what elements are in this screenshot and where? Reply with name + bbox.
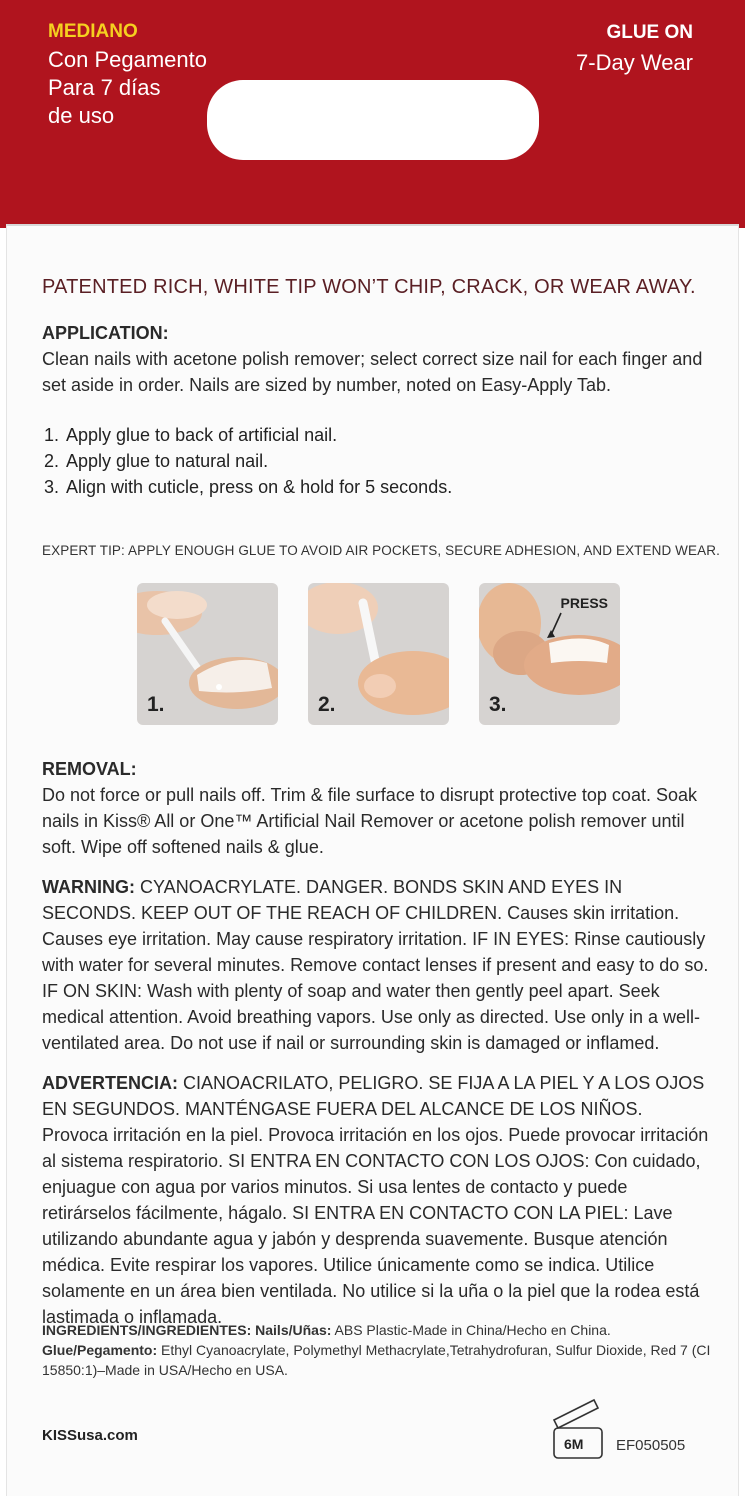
ingredients-title: INGREDIENTS/INGREDIENTES: [42,1322,252,1338]
step-item [44,422,452,448]
warning-text: CYANOACRYLATE. DANGER. BONDS SKIN AND EYES IN SECONDS. KEEP OUT OF THE REACH OF CHILDREN. Causes skin irritation. Causes eye irritation. May cause respiratory irritation. IF IN EYES: Rinse cautiously with water for several minutes. Remove contact lenses if present and easy to do so. IF ON SKIN: Wash with plenty of soap and water then gently peel apart. Seek medical attention. Avoid breathing vapors. Use only as directed. Use only in a well-ventilated area. Do not use if nail or surrounding skin is damaged or inflamed. [42,877,709,1053]
spanish-line-3: de uso [48,103,115,128]
step-item [44,474,452,500]
product-code: EF050505 [616,1437,686,1454]
wear-label: 7-Day Wear [576,50,693,75]
step-text: Align with cuticle, press on & hold for 5 seconds. [66,477,453,497]
press-label: PRESS [560,595,608,611]
hang-hole [207,80,539,160]
illustration-panel-3 [479,583,620,725]
advertencia-section [42,1070,712,1330]
advertencia-text: CIANOACRILATO, PELIGRO. SE FIJA A LA PIEL Y A LOS OJOS EN SEGUNDOS. MANTÉNGASE FUERA DEL ALCANCE DE LOS NIÑOS. Provoca irritación en la piel. Provoca irritación en los ojos. Puede provocar irritación al sistema respiratorio. SI ENTRA EN CONTACTO CON LOS OJOS: Con cuidado, enjuague con agua por varios minutos. Si usa lentes de contacto y puede retirárselos fácilmente, hágalo. SI ENTRA EN CONTACTO CON LA PIEL: Lave utilizando abundante agua y jabón y desprenda suavemente. Busque atención médica. Evite respirar los vapores. Utilice únicamente como se indica. Utilice solamente en un área bien ventilada. No utilice si la uña o la piel que la rodea está lastimada o inflamada. [42,1073,709,1327]
nails-label: Nails/Uñas: [255,1322,332,1338]
panel-label: 3. [489,693,507,716]
step-text: Apply glue to back of artificial nail. [66,425,338,445]
application-steps [44,422,452,500]
ingredients-nails-line [42,1320,712,1340]
application-text: Clean nails with acetone polish remover; select correct size nail for each finger and set aside in order. Nails are sized by number, noted on Easy-Apply Tab. [42,349,703,395]
advertencia-title: ADVERTENCIA: [42,1073,179,1093]
website-text: KISSusa.com [42,1427,138,1444]
illustration-panel-2 [308,583,449,725]
illustration-panels [137,583,621,725]
pao-label: 6M [564,1436,584,1452]
panel-label: 1. [147,693,165,716]
ingredients-glue-line [42,1340,712,1380]
step-item [44,448,452,474]
package-header [0,0,745,228]
glue-on-label: GLUE ON [606,22,693,43]
warning-section [42,874,712,1056]
ingredients-section [42,1320,712,1380]
expert-tip: EXPERT TIP: APPLY ENOUGH GLUE TO AVOID AIR POCKETS, SECURE ADHESION, AND EXTEND WEAR. [42,543,720,558]
glue-text: Ethyl Cyanoacrylate, Polymethyl Methacrylate,Tetrahydrofuran, Sulfur Dioxide, Red 7 (CI 15850:1)–Made in USA/Hecho en USA. [42,1342,711,1378]
tagline: PATENTED RICH, WHITE TIP WON’T CHIP, CRACK, OR WEAR AWAY. [42,276,696,298]
removal-section [42,756,712,860]
application-section [42,320,712,398]
nails-text: ABS Plastic-Made in China/Hecho en China. [334,1322,611,1338]
step-number: 2. [44,451,60,471]
warning-title: WARNING: [42,877,135,897]
panel-label: 2. [318,693,336,716]
removal-title: REMOVAL: [42,759,137,779]
glue-label: Glue/Pegamento: [42,1342,158,1358]
application-title: APPLICATION: [42,323,169,343]
step-text: Apply glue to natural nail. [66,451,269,471]
spanish-line-2: Para 7 días [48,75,161,100]
size-label: MEDIANO [48,21,138,42]
spanish-header-text [48,18,207,130]
period-after-opening-icon [550,1398,605,1460]
step-number: 3. [44,477,60,497]
english-header-text [576,18,693,78]
illustration-panel-1 [137,583,278,725]
spanish-line-1: Con Pegamento [48,47,207,72]
step-number: 1. [44,425,60,445]
removal-text: Do not force or pull nails off. Trim & file surface to disrupt protective top coat. Soak nails in Kiss® All or One™ Artificial Nail Remover or acetone polish remover until soft. Wipe off softened nails & glue. [42,785,697,857]
